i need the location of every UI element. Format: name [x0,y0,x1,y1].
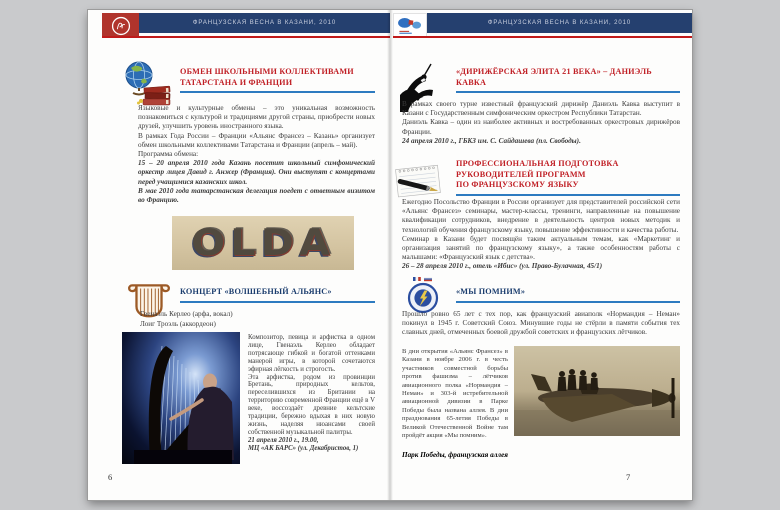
paragraph: Даниэль Кавка – один из наиболее активных и востребованных оркестровых дирижёров Франции. [402,118,680,136]
event-info: 26 – 28 апреля 2010 г., отель «Ибис» (ул. Право-Булачная, 45/1) [402,262,603,271]
notepad-pen-glyph [392,162,446,200]
section-conductor-header [456,67,680,93]
section-underline [180,301,375,303]
photo-harpist [122,332,240,464]
header-title: ФРАНЦУЗСКАЯ ВЕСНА В КАЗАНИ, 2010 [192,20,337,26]
page-number-right: 7 [626,472,631,482]
section-title-line: ПО ФРАНЦУЗСКОМУ ЯЗЫКУ [456,180,579,189]
section-training-header [456,159,680,196]
page-header-bar [139,13,390,33]
section-exchange-header [180,67,375,93]
france-russia-2010-logo-glyph [395,15,425,37]
alliance-francaise-logo-icon [102,13,139,38]
page-number-left: 6 [108,472,113,482]
globe-and-books-glyph [122,60,172,108]
section-concert-body [248,334,375,460]
program-item: 15 – 20 апреля 2010 года Казань посетит школьный симфонический оркестр лицея Давид г. Анжер (Франция). Они выступят с концертами перед учащимися казанских школ. [138,159,375,186]
paragraph: Ежегодно Посольство Франции в России организует для представителей российской сети «Альянс Франсез» семинары, мастер-классы, тренинги, направленные на повышение квалификации сотрудников, внедрение в деятельность центров новых методик и технологий обучения французскому языку, повышение эффективности и качества работы. [402,198,680,234]
event-info: 24 апреля 2010 г., ГБКЗ им. С. Сайдашева (пл. Свободы). [402,136,581,145]
section-concert-header [180,287,375,303]
page-6 [88,10,390,500]
page-header-bar [427,13,692,33]
paragraph: В рамках своего турне известный французский дирижёр Даниэль Кавка выступит в Казани с Государственным симфоническим оркестром Республики Татарстан. [402,100,680,118]
aircraft-illustration [514,346,680,436]
photo-students-forming-letters [172,216,354,270]
event-location: Парк Победы, французская аллея [402,451,508,459]
photo-normandie-niemen-pilots-aircraft [514,346,680,436]
paragraph: В рамках Года России – Франции «Альянс Франсез – Казань» организует обмен школьными коллективами Татарстана и Франции (апрель – май). [138,131,375,149]
harpist-illustration [122,332,240,464]
paragraph: Семинар в Казани будет посвящён таким актуальным темам, как «Маркетинг и организация занятий по французскому языку», а также особенностям работы с малышами: «Французский язык с детства». [402,234,680,262]
page-7 [390,10,692,500]
performer: Лоиг Троэль (аккордеон) [140,319,216,328]
section-title-line: РУКОВОДИТЕЛЕЙ ПРОГРАММ [456,169,586,179]
section-title: ОБМЕН ШКОЛЬНЫМИ КОЛЛЕКТИВАМИ ТАТАРСТАНА И ФРАНЦИИ [180,67,354,87]
performer: Гвенаэль Керлео (арфа, вокал) [140,310,233,318]
event-date: 21 апреля 2010 г., 19.00, [248,436,319,444]
section-underline [180,91,375,93]
section-underline [456,301,680,303]
section-exchange-body [138,104,375,216]
brochure-spread [88,10,692,500]
paragraph: Композитор, певица и арфистка в одном лице, Гвенаэль Керлео обладает потрясающе гибкой и богатой оттенками манерой игры, в которой сочетаются эфирная лёгкость и строгость. [248,334,375,373]
section-underline [456,91,680,93]
paragraph: В дни открытия «Альянс Франсез» в Казани в ноябре 2006 г. в честь участников совместной борьбы против фашизма – лётчиков авиационного полка «Нормандия – Неман» и 303-й истребительной авиационной дивизии в Парке Победы была названа аллея. В дни празднования 65-летия Победы в Великой Отечественной Войне там пройдёт акция «Мы помним». [402,348,508,440]
header-red-rule [102,36,390,38]
performers-list [140,310,375,329]
globe-and-books-icon [122,60,172,108]
notepad-and-pen-icon [392,162,446,200]
section-title: КОНЦЕРТ «ВОЛШЕБНЫЙ АЛЬЯНС» [180,287,332,296]
section-training-body [402,198,680,276]
paragraph: Прошло ровно 65 лет с тех пор, как французский авиаполк «Нормандия – Неман» покинул в 1945 г. Советский Союз. Минувшие годы не стёрли в памяти события тех славных дней, отмеченных боевой дружбой советских и французских лётчиков. [402,310,680,337]
section-memory-body-intro [402,310,680,348]
paragraph: Программа обмена: [138,150,199,159]
france-russia-2010-logo-icon [393,13,427,38]
header-red-rule [393,36,692,38]
program-item: В мае 2010 года татарстанская делегация поедет с ответным визитом во Францию. [138,186,375,205]
alliance-francaise-logo-glyph [110,15,132,37]
section-underline [456,194,680,196]
paragraph: Языковые и культурные обмены – это уникальная возможность познакомиться с культурой и традициями другой страны, приобрести новых друзей, улучшить уровень иностранного языка. [138,104,375,131]
section-memory-body-column [402,348,508,448]
event-venue: МЦ «АК БАРС» (ул. Декабристов, 1) [248,444,359,452]
paragraph: Эта арфистка, родом из провинции Бретань, природных кельтов, переселившихся из Британии на территорию современной Франции ещё в V веке, воссоздаёт древние кельтские традиции, бережно вдыхая в них новую жизнь, наделяя нюансами своей собственной музыкальной палитры. [248,373,375,436]
section-title: «ДИРИЖЁРСКАЯ ЭЛИТА 21 ВЕКА» – ДАНИЭЛЬ КАВКА [456,67,652,87]
section-conductor-body [402,100,680,160]
section-memory-header [456,287,680,303]
section-title: «МЫ ПОМНИМ» [456,287,526,296]
header-title: ФРАНЦУЗСКАЯ ВЕСНА В КАЗАНИ, 2010 [487,20,632,26]
section-title-line: ПРОФЕССИОНАЛЬНАЯ ПОДГОТОВКА [456,159,619,168]
photo-letters-text: OLDA [191,221,335,265]
page-fold-divider [387,10,393,500]
